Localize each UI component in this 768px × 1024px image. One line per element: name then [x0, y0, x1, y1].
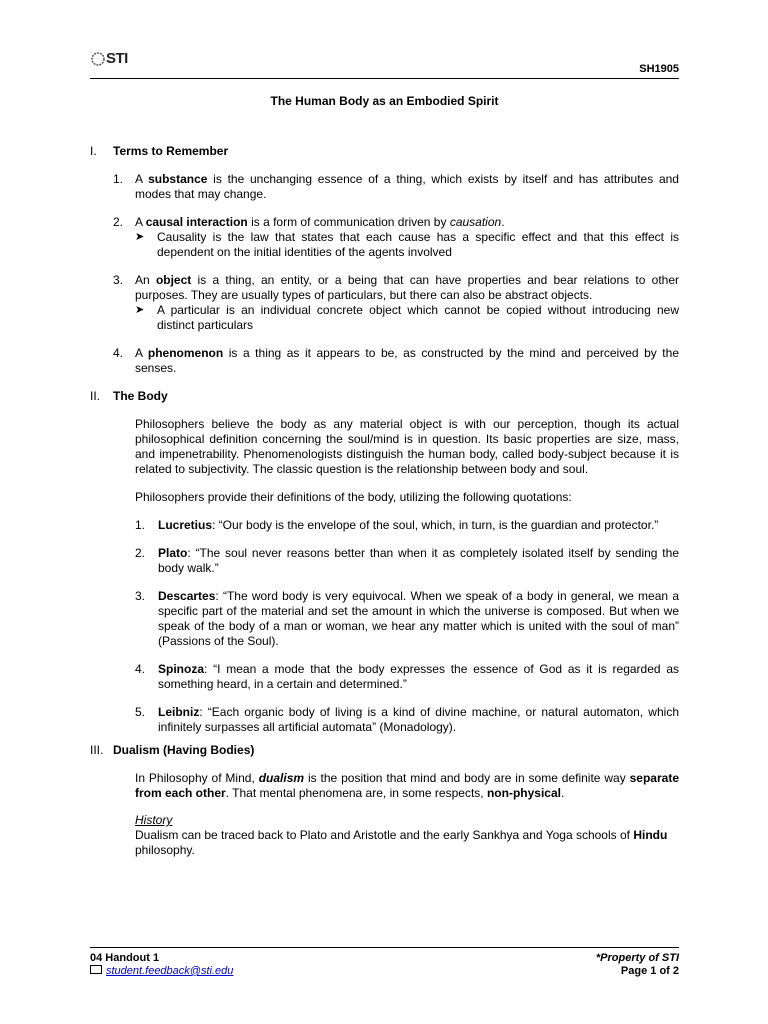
quote-text: Leibniz: “Each organic body of living is a kind of divine machine, or natural automaton, which infinitely surpasses all artificial automata” (Monadology).: [158, 705, 679, 734]
body-paragraph: Philosophers believe the body as any material object is with our perception, though its actual philosophical definition concerning the soul/mind is in question. Its basic properties are size, mass, and impenetrability. Phenomenologists distinguish the human body, called body-subject because it is related to subjectivity. The classic question is the relationship between body and soul.: [135, 417, 679, 476]
arrow-bullet-icon: ➤: [135, 231, 145, 243]
quotations-list: [135, 518, 679, 735]
section-title: The Body: [113, 389, 168, 403]
section-title: Dualism (Having Bodies): [113, 743, 255, 757]
terms-list: [113, 172, 679, 376]
item-number: 4.: [113, 346, 124, 360]
logo-text: STI: [106, 50, 128, 67]
handout-label: 04 Handout 1: [90, 952, 160, 964]
quote-text: Spinoza: “I mean a mode that the body expresses the essence of God as it is regarded as something heard, in a certain and determined.”: [158, 662, 679, 691]
item-number: 3.: [113, 273, 124, 287]
email-link[interactable]: student.feedback@sti.edu: [106, 965, 234, 977]
page-number: Page 1 of 2: [620, 965, 679, 977]
quote-item: [135, 705, 679, 735]
list-item: [113, 273, 679, 333]
section-number: II.: [90, 389, 101, 403]
item-number: 2.: [135, 546, 146, 560]
item-text: A substance is the unchanging essence of a thing, which exists by itself and has attributes and modes that may change.: [135, 172, 679, 201]
section-title: Terms to Remember: [113, 144, 229, 158]
quote-text: Lucretius: “Our body is the envelope of the soul, which, in turn, is the guardian and protector.”: [158, 518, 659, 532]
history-heading: History: [135, 813, 173, 827]
item-number: 1.: [113, 172, 124, 186]
item-number: 2.: [113, 215, 124, 229]
quote-item: [135, 518, 679, 533]
sub-bullet: [135, 230, 679, 260]
document-title: The Human Body as an Embodied Spirit: [270, 94, 499, 108]
list-item: [113, 172, 679, 202]
section-number: III.: [90, 743, 104, 757]
section-number: I.: [90, 144, 97, 158]
sub-bullet: [135, 303, 679, 333]
list-item: [113, 215, 679, 260]
item-number: 4.: [135, 662, 146, 676]
section-heading-1: [90, 144, 679, 159]
footer-rule: [90, 947, 679, 948]
property-label: *Property of STI: [595, 952, 679, 964]
footer-right: [596, 952, 679, 978]
quote-item: [135, 662, 679, 692]
bullet-text: Causality is the law that states that each cause has a specific effect and that this effect is dependent on the initial identities of the agents involved: [157, 230, 679, 259]
quote-text: Descartes: “The word body is very equivocal. When we speak of a body in general, we mean a specific part of the material and set the amount in which the universe is composed. But when we speak of the body of a man or woman, we hear any matter which is united with the soul of man” (Passions of the Soul).: [158, 589, 679, 648]
history-paragraph: Dualism can be traced back to Plato and Aristotle and the early Sankhya and Yoga schools of Hindu philosophy.: [135, 828, 668, 857]
item-number: 1.: [135, 518, 146, 532]
envelope-icon: [90, 965, 102, 974]
header-rule: [90, 78, 679, 79]
section-heading-3: [90, 743, 679, 758]
section-heading-2: [90, 389, 679, 404]
footer-email: [90, 965, 233, 978]
quote-item: [135, 589, 679, 649]
sti-logo-icon: [91, 52, 105, 66]
bullet-text: A particular is an individual concrete object which cannot be copied without introducing new distinct particulars: [157, 303, 679, 332]
body-paragraph: Philosophers provide their definitions of the body, utilizing the following quotations:: [135, 490, 572, 504]
item-number: 5.: [135, 705, 146, 719]
footer-left: [90, 952, 233, 978]
item-text: An object is a thing, an entity, or a being that can have properties and bear relations to other purposes. They are usually types of particulars, but there can also be abstract objects. ➤ A particular is an individual concrete object which cannot be copied without introducing new distinct particulars: [135, 273, 679, 332]
item-text: A causal interaction is a form of communication driven by causation. ➤ Causality is the law that states that each cause has a specific effect and that this effect is dependent on the initial identities of the agents involved: [135, 215, 679, 259]
item-text: A phenomenon is a thing as it appears to be, as constructed by the mind and perceived by the senses.: [135, 346, 679, 375]
item-number: 3.: [135, 589, 146, 603]
quote-text: Plato: “The soul never reasons better than when it as completely isolated itself by sending the body walk.”: [158, 546, 679, 575]
body-paragraph: In Philosophy of Mind, dualism is the position that mind and body are in some definite way separate from each other. That mental phenomena are, in some respects, non-physical.: [135, 771, 679, 800]
list-item: [113, 346, 679, 376]
sti-logo: [91, 50, 135, 72]
document-code: SH1905: [639, 63, 679, 75]
quote-item: [135, 546, 679, 576]
document-body: [90, 144, 679, 858]
arrow-bullet-icon: ➤: [135, 304, 145, 316]
